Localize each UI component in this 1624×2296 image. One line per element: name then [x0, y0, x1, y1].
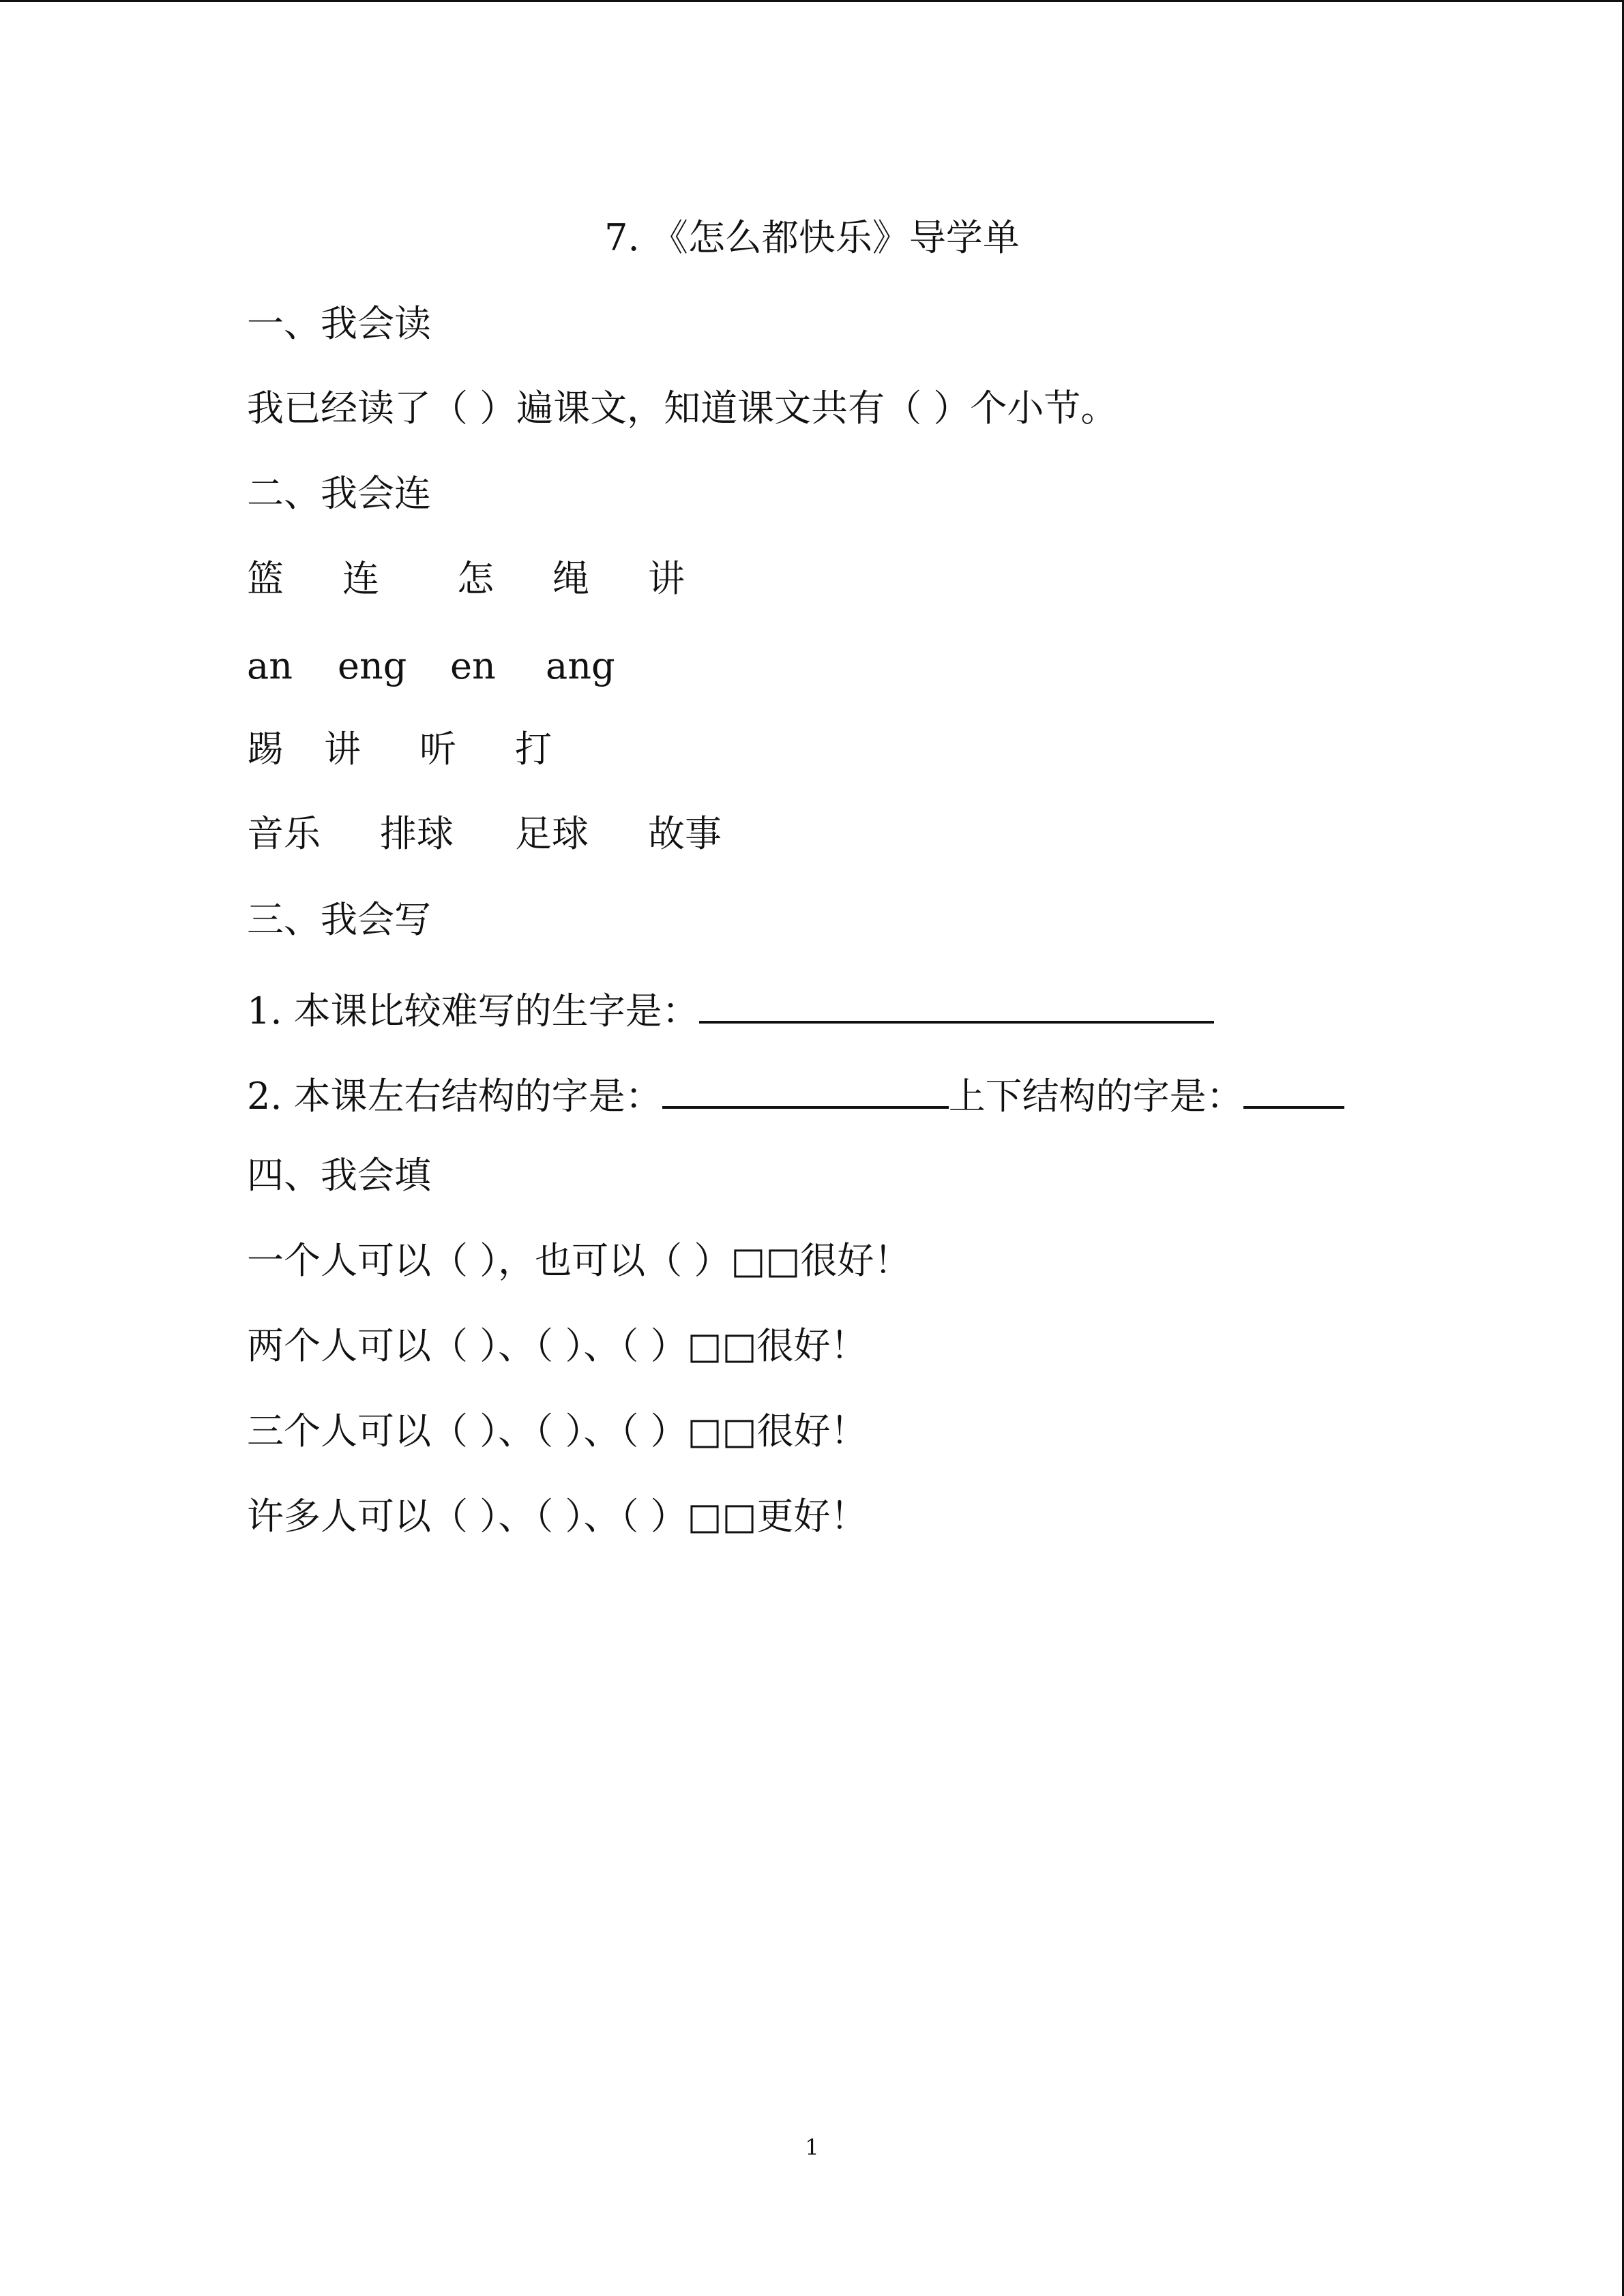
- final-item: eng: [338, 644, 407, 687]
- answer-blank-1[interactable]: [699, 987, 1214, 1024]
- noun-item: 足球: [515, 812, 589, 855]
- verb-item: 打: [515, 728, 552, 771]
- section-2-heading: 二、我会连: [247, 472, 431, 515]
- final-item: ang: [546, 644, 615, 687]
- answer-blank-left-right[interactable]: [662, 1072, 949, 1109]
- write-question-1-text: 1. 本课比较难写的生字是：: [247, 989, 699, 1032]
- char-item: 怎: [457, 557, 494, 600]
- worksheet-title: 7. 《怎么都快乐》导学单: [604, 216, 1020, 259]
- section-1-sentence: 我已经读了（ ）遍课文，知道课文共有（ ）个小节。: [247, 387, 1118, 430]
- section-1-heading: 一、我会读: [247, 302, 431, 345]
- final-item: an: [247, 644, 293, 687]
- write-question-2: [247, 1072, 1344, 1118]
- char-item: 讲: [648, 557, 685, 600]
- verb-item: 讲: [324, 728, 361, 771]
- fill-line-3: 三个人可以（ ）、（ ）、（ ）□□很好！: [247, 1410, 868, 1452]
- noun-item: 音乐: [247, 812, 321, 855]
- fill-line-2: 两个人可以（ ）、（ ）、（ ）□□很好！: [247, 1324, 868, 1367]
- noun-item: 故事: [648, 812, 722, 855]
- answer-blank-top-bottom[interactable]: [1243, 1072, 1344, 1109]
- write-question-1: [247, 987, 1214, 1030]
- write-question-2-text: 2. 本课左右结构的字是：: [247, 1075, 662, 1118]
- fill-line-4: 许多人可以（ ）、（ ）、（ ）□□更好！: [247, 1495, 868, 1538]
- noun-item: 排球: [380, 812, 454, 855]
- write-question-2-second-text: 上下结构的字是：: [948, 1075, 1243, 1118]
- fill-line-1: 一个人可以（ ），也可以（ ）□□很好！: [247, 1239, 911, 1282]
- verb-item: 踢: [247, 728, 284, 771]
- section-3-heading: 三、我会写: [247, 898, 431, 941]
- char-item: 篮: [247, 557, 284, 600]
- page-number: 1: [805, 2134, 819, 2160]
- verb-item: 听: [419, 728, 456, 771]
- char-item: 绳: [552, 557, 589, 600]
- section-4-heading: 四、我会填: [247, 1154, 431, 1197]
- char-item: 连: [342, 557, 379, 600]
- page-top-border: [0, 0, 1624, 2]
- final-item: en: [450, 644, 496, 687]
